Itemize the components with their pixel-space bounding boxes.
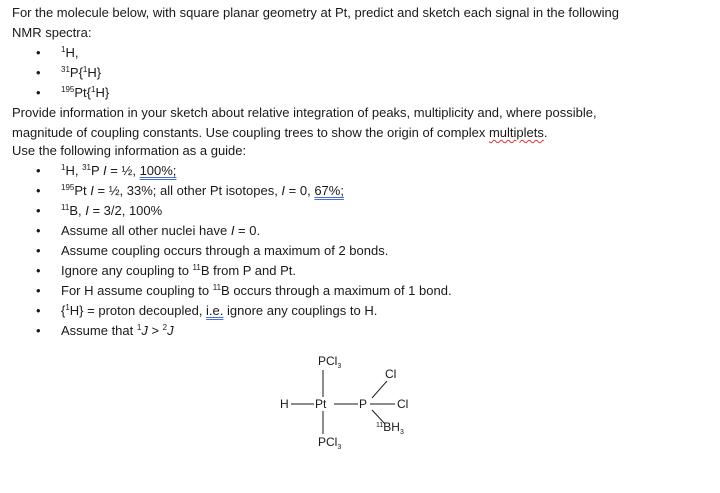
bond-p-cl-upper xyxy=(372,381,387,398)
guide-item-6: •Ignore any coupling to $^{11}$B from P and Pt. xyxy=(36,262,296,280)
pcl3-bottom-label: PCl$_3$ xyxy=(318,435,342,451)
provide-line-2: magnitude of coupling constants. Use coupling trees to show the origin of complex multiplets. xyxy=(12,125,548,140)
guide-item-9: •Assume that $^1$J > $^2$J xyxy=(36,322,174,340)
guide-item-8: •{$^1$H} = proton decoupled, i.e. ignore any couplings to H. xyxy=(36,302,377,320)
guide-item-1: •$^1$H, $^{31}$P I = ½, 100%; xyxy=(36,162,176,180)
provide-line-3: Use the following information as a guide: xyxy=(12,143,247,158)
pcl3-top-label: PCl$_3$ xyxy=(318,354,342,370)
platinum-label: Pt xyxy=(315,397,327,411)
borane-label: $^{11}BH_3$ xyxy=(376,420,404,436)
intro-line-2: NMR spectra: xyxy=(12,25,92,40)
spectrum-item-1h: •$^1$H, xyxy=(36,44,78,62)
guide-item-3: •$^{11}$B, I = 3/2, 100% xyxy=(36,202,162,220)
spectrum-item-31p: •$^{31}$P{$^1$H} xyxy=(36,64,101,82)
chlorine-upper-label: Cl xyxy=(385,367,397,381)
guide-item-4: •Assume all other nuclei have I = 0. xyxy=(36,222,260,240)
spellcheck-word: multiplets xyxy=(488,125,544,140)
spectrum-item-195pt: •$^{195}$Pt{$^1$H} xyxy=(36,84,109,102)
phosphorus-label: P xyxy=(359,397,368,411)
provide-line-1: Provide information in your sketch about relative integration of peaks, multiplicity and, where possible, xyxy=(12,105,597,120)
guide-item-7: •For H assume coupling to $^{11}$B occurs through a maximum of 1 bond. xyxy=(36,282,452,300)
guide-item-5: •Assume coupling occurs through a maximum of 2 bonds. xyxy=(36,242,388,260)
chlorine-right-label: Cl xyxy=(397,397,409,411)
intro-line-1: For the molecule below, with square planar geometry at Pt, predict and sketch each signal in the following xyxy=(12,5,620,20)
guide-item-2: •$^{195}$Pt I = ½, 33%; all other Pt isotopes, I = 0, 67%; xyxy=(36,182,344,200)
hydride-label: H xyxy=(280,397,289,411)
